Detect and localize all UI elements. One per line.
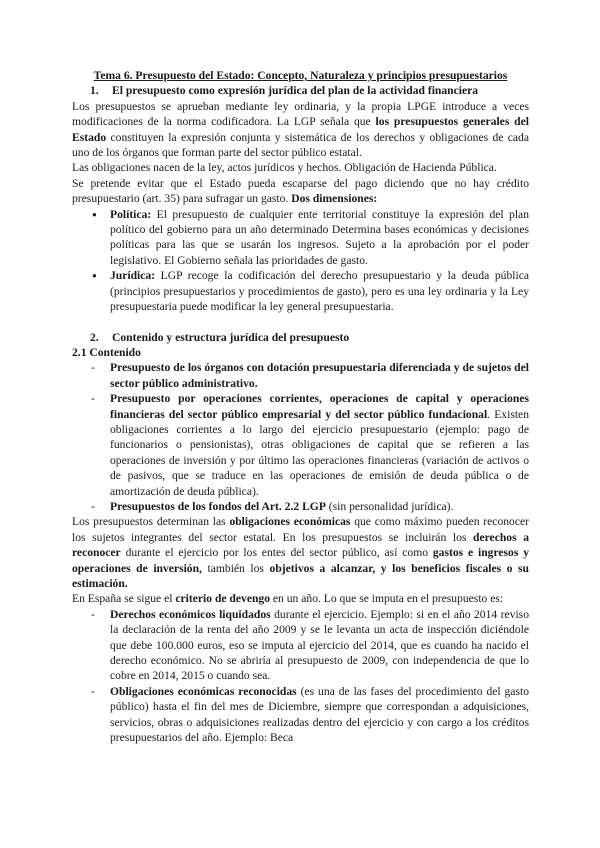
section-number: 1. (90, 84, 99, 98)
list-item: - Derechos económicos liquidados durante el ejercicio. Ejemplo: si en el año 2014 reviso la declaración de la renta del año 2009 y se le levanta un acta de inspección diciéndole que debe 100.000 euros, eso se imputa al ejercicio del 2014, que es cuando ha nacido el derecho económico. No se abriría al presupuesto de 2009, con independencia de que lo cobre en 2014, 2015 o cuando sea. (72, 607, 529, 684)
list-item: - Presupuestos de los fondos del Art. 2.2 LGP (sin personalidad jurídica). (72, 499, 529, 514)
dimensions-list (72, 207, 529, 315)
paragraph: Las obligaciones nacen de la ley, actos jurídicos y hechos. Obligación de Hacienda Pública. (72, 161, 497, 175)
list-item: ● Política: El presupuesto de cualquier ente territorial constituye la expresión del plan político del gobierno para un año determinado Determina bases económicas y decisiones políticas para las que se usarán los ingresos. Sujeto a la aprobación por el poder legislativo. El Gobierno señala las prioridades de gasto. (72, 207, 529, 269)
section-1-heading (90, 83, 529, 98)
document-page (72, 68, 529, 745)
section-title: El presupuesto como expresión jurídica del plan de la actividad financiera (112, 84, 479, 98)
section-number: 2. (90, 330, 99, 344)
section-2-heading (90, 330, 529, 345)
subsection-heading: 2.1 Contenido (72, 345, 141, 359)
content-list (72, 360, 529, 514)
list-item: - Presupuesto por operaciones corrientes, operaciones de capital y operaciones financieras del sector público empresarial y del sector público fundacional. Existen obligaciones corrientes a lo largo del ejercicio presupuestario (ejemplo: pago de funcionarios o pensionistas), otras obligaciones de capital que se refieren a las operaciones de inversión y por último las operaciones financieras (variación de activos o de pasivos, que se traduce en las operaciones de emisión de deuda pública o de amortización de deuda pública). (72, 391, 529, 499)
list-item: - Obligaciones económicas reconocidas (es una de las fases del procedimiento del gasto público) hasta el fin del mes de Diciembre, siempre que correspondan a adquisiciones, servicios, obras o adquisiciones realizadas dentro del ejercicio y con cargo a los créditos presupuestarios del año. Ejemplo: Beca (72, 684, 529, 746)
paragraph: Los presupuestos se aprueban mediante ley ordinaria, y la propia LPGE introduce a veces modificaciones de la norma codificadora. La LGP señala que los presupuestos generales del Estado constituyen la expresión conjunta y sistemática de los derechos y obligaciones de cada uno de los órganos que forman parte del sector público estatal. (72, 99, 529, 160)
list-item: - Presupuesto de los órganos con dotación presupuestaria diferenciada y de sujetos del sector público administrativo. (72, 360, 529, 391)
page-title: Tema 6. Presupuesto del Estado: Concepto, Naturaleza y principios presupuestarios (93, 69, 508, 82)
paragraph: En España se sigue el criterio de devengo en un año. Lo que se imputa en el presupuesto es: (72, 592, 504, 606)
paragraph: Se pretende evitar que el Estado pueda escaparse del pago diciendo que no hay crédito presupuestario (art. 35) para sufragar un gasto. Dos dimensiones: (72, 176, 529, 206)
list-item: ● Jurídica: LGP recoge la codificación del derecho presupuestario y la deuda pública (principios presupuestarios y procedimientos de gasto), pero es una ley ordinaria y la Ley presupuestaria puede modificar la ley general presupuestaria. (72, 268, 529, 314)
section-title: Contenido y estructura jurídica del presupuesto (112, 330, 350, 344)
paragraph: Los presupuestos determinan las obligaciones económicas que como máximo pueden reconocer los sujetos integrantes del sector estatal. En los presupuestos se incluirán los derechos a reconocer durante el ejercicio por los entes del sector público, así como gastos e ingresos y operaciones de inversión, también los objetivos a alcanzar, y los beneficios fiscales o su estimación. (72, 515, 530, 590)
imputation-list (72, 607, 529, 746)
